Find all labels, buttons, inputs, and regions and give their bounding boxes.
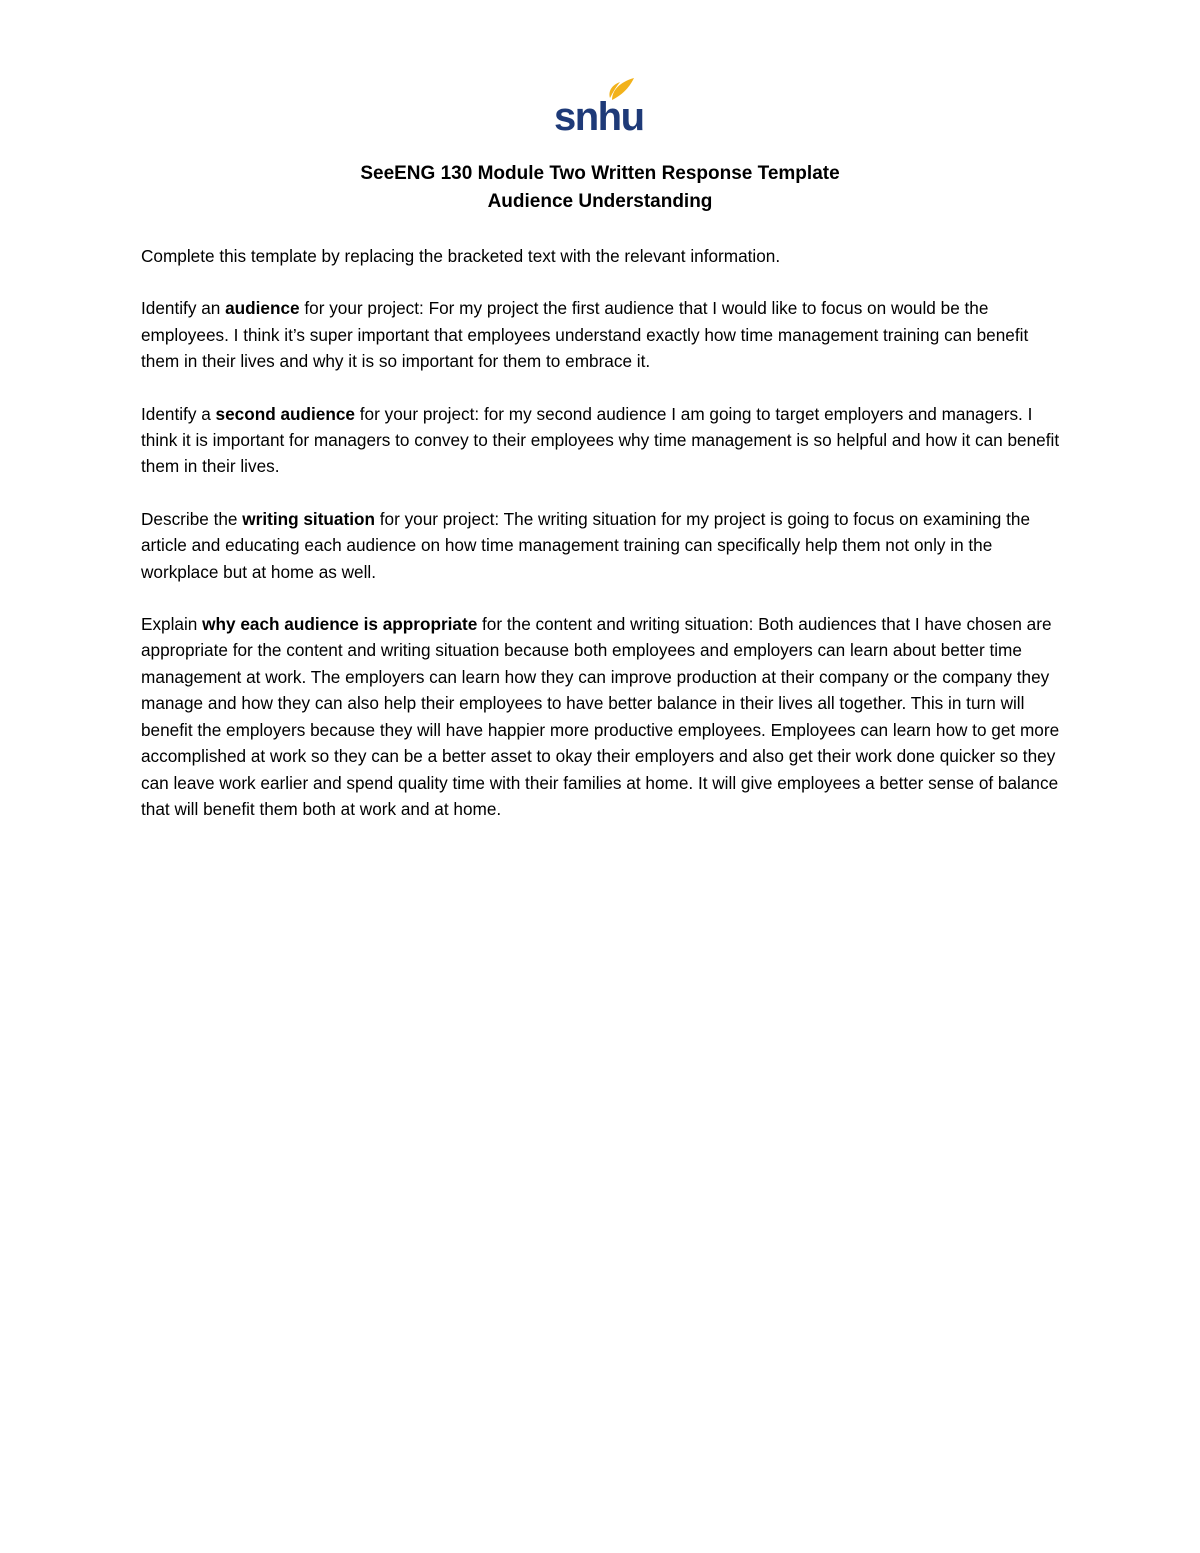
response-text: The writing situation for my project is going to focus on examining the article and educating each audience on how time management training can specifically help them not only in the workplace but at home as well. — [141, 508, 1031, 582]
prompt-suffix: for your project: — [299, 298, 429, 319]
instructions-paragraph: Complete this template by replacing the bracketed text with the relevant information. — [141, 246, 781, 266]
prompt-suffix: for your project: — [355, 403, 484, 424]
title-line-1: SeeENG 130 Module Two Written Response Template — [360, 163, 840, 184]
writing-situation-paragraph — [141, 506, 1066, 585]
prompt-keyword: why each audience is appropriate — [202, 614, 478, 635]
snhu-logo — [552, 74, 644, 134]
response-text: Both audiences that I have chosen are appropriate for the content and writing situation because both employees and employers can learn about better time management at work. The employers can learn how they can improve production at their company or the company they manage and how they can also help their employees to have better balance in their lives all together. This in turn will benefit the employers because they will have happier more productive employees. Employees can learn how to get more accomplished at work so they can be a better asset to okay their employers and also get their work done quicker so they can leave work earlier and spend quality time with their families at home. It will give employees a better sense of balance that will benefit them both at work and at home. — [141, 614, 1060, 819]
audience-paragraph — [141, 295, 1066, 374]
prompt-suffix: for the content and writing situation: — [477, 614, 759, 635]
prompt-keyword: writing situation — [242, 508, 375, 529]
document-title — [0, 160, 1200, 216]
title-line-2: Audience Understanding — [487, 191, 713, 212]
prompt-suffix: for your project: — [374, 508, 504, 529]
response-text: for my second audience I am going to target employers and managers. I think it is important for managers to convey to their employees why time management is so helpful and how it can benefit them in their lives. — [141, 403, 1060, 477]
snhu-logo-graphic — [552, 74, 644, 134]
document-body — [141, 243, 1066, 848]
prompt-prefix: Identify a — [141, 403, 216, 424]
prompt-prefix: Explain — [141, 614, 203, 635]
prompt-keyword: second audience — [215, 403, 355, 424]
second-audience-paragraph — [141, 401, 1066, 480]
appropriateness-paragraph — [141, 611, 1066, 822]
response-text: For my project the first audience that I would like to focus on would be the employees. I think it’s super important that employees understand exactly how time management training can benefit them in their lives and why it is so important for them to embrace it. — [141, 298, 1029, 372]
logo-wordmark: snhu — [554, 95, 644, 134]
prompt-keyword: audience — [225, 298, 300, 319]
prompt-prefix: Identify an — [141, 298, 226, 319]
prompt-prefix: Describe the — [141, 508, 243, 529]
